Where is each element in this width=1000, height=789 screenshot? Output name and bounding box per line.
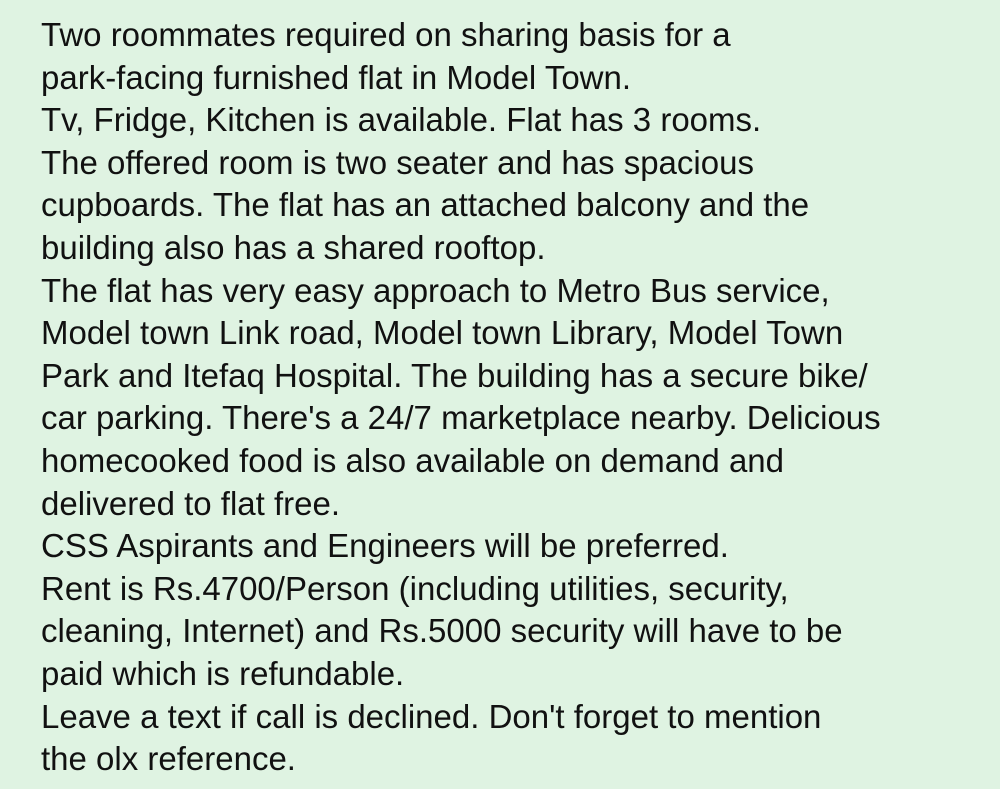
message-line: The flat has very easy approach to Metro Bus service, (41, 271, 830, 309)
message-line: The offered room is two seater and has spacious (41, 143, 754, 181)
message-line: building also has a shared rooftop. (41, 228, 546, 266)
message-line: Leave a text if call is declined. Don't forget to mention (41, 697, 822, 735)
message-line: Tv, Fridge, Kitchen is available. Flat has 3 rooms. (41, 101, 762, 139)
message-line: delivered to flat free. (41, 484, 340, 522)
message-line: car parking. There's a 24/7 marketplace nearby. Delicious (41, 399, 881, 437)
message-line: cupboards. The flat has an attached balcony and the (41, 186, 810, 224)
message-line: homecooked food is also available on demand and (41, 441, 785, 479)
message-line: paid which is refundable. (41, 654, 405, 692)
message-line: Model town Link road, Model town Library, Model Town (41, 314, 844, 352)
message-line: CSS Aspirants and Engineers will be preferred. (41, 527, 729, 565)
message-line: park-facing furnished flat in Model Town. (41, 58, 632, 96)
message-line: Rent is Rs.4700/Person (including utilities, security, (41, 569, 789, 607)
message-line: cleaning, Internet) and Rs.5000 security will have to be (41, 612, 843, 650)
message-line: Two roommates required on sharing basis for a (41, 16, 731, 53)
message-line: Park and Itefaq Hospital. The building has a secure bike/ (41, 356, 868, 394)
message-line: the olx reference. (41, 740, 296, 778)
